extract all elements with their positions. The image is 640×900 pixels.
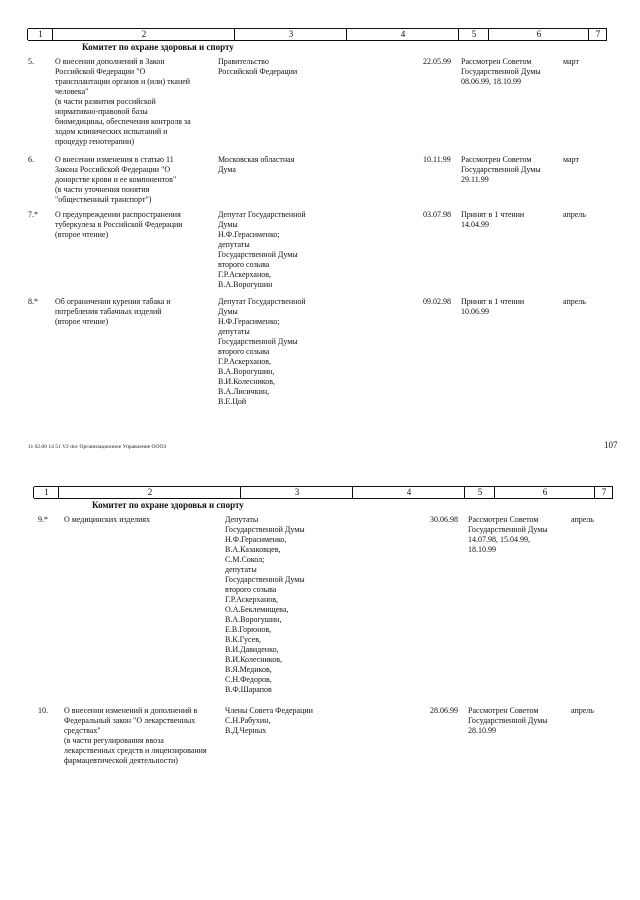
bill-date: 28.06.99 bbox=[430, 706, 458, 715]
bill-title: О внесении изменения в статью 11 Закона Российской Федерации "О донорстве крови и ее компонентов" (в части уточнения понятия "общественный транспорт") bbox=[55, 155, 177, 204]
bill-date: 30.06.98 bbox=[430, 515, 458, 524]
bill-status: Рассмотрен Советом Государственной Думы 28.10.99 bbox=[468, 706, 548, 735]
bill-title: О внесении дополнений в Закон Российской Федерации "О трансплантации органов и (или) тканей человека" (в части развития российской нормативно-правовой базы биомедицины, обеспечения контроля за ходом клинических испытаний и процедур генотерапии) bbox=[55, 57, 191, 146]
bill-date: 03.07.98 bbox=[423, 210, 451, 219]
bill-date: 10.11.99 bbox=[423, 155, 451, 164]
bill-initiator: Депутаты Государственной Думы Н.Ф.Герасименко, В.А.Казаковцев, С.М.Сокол; депутаты Государственной Думы второго созыва Г.Р.Аскерханов, О.А.Беклемищева, В.А.Ворогушин, Е.В.Горюнов, В.К.Гусев, В.И.Давиденко, В.И.Колесников, В.Я.Медиков, С.Н.Федоров, В.Ф.Шарапов bbox=[225, 515, 305, 694]
bill-month: апрель bbox=[571, 515, 594, 524]
column-header-row bbox=[34, 486, 613, 499]
column-number: 4 bbox=[346, 29, 459, 40]
column-number: 1 bbox=[27, 29, 53, 40]
page-footer: 11 02.00 14 51 V2 doc Организационное Управление ОООЗ bbox=[28, 444, 167, 450]
bill-status: Рассмотрен Советом Государственной Думы 29.11.99 bbox=[461, 155, 541, 184]
bill-month: март bbox=[563, 155, 579, 164]
bill-status: Рассмотрен Советом Государственной Думы 14.07.98, 15.04.99, 18.10.99 bbox=[468, 515, 548, 554]
row-number: 9.* bbox=[38, 515, 48, 524]
column-number: 6 bbox=[488, 29, 589, 40]
column-number: 3 bbox=[234, 29, 347, 40]
row-number: 6. bbox=[28, 155, 34, 164]
bill-status: Принят в 1 чтении 14.04.99 bbox=[461, 210, 525, 229]
bill-month: апрель bbox=[563, 210, 586, 219]
column-number: 2 bbox=[52, 29, 235, 40]
column-number: 7 bbox=[588, 29, 607, 40]
bill-month: март bbox=[563, 57, 579, 66]
bill-title: О предупреждении распространения туберкулеза в Российской Федерации (второе чтение) bbox=[55, 210, 183, 239]
column-number: 5 bbox=[458, 29, 489, 40]
bill-title: О внесении изменений и дополнений в Федеральный закон "О лекарственных средствах" (в части регулирования ввоза лекарственных средств и лицензирования фармацевтической деятельности) bbox=[64, 706, 207, 765]
row-number: 8.* bbox=[28, 297, 38, 306]
page-number: 107 bbox=[604, 440, 618, 450]
column-number: 2 bbox=[58, 487, 241, 498]
column-number: 7 bbox=[594, 487, 613, 498]
bill-date: 22.05.99 bbox=[423, 57, 451, 66]
bill-month: апрель bbox=[571, 706, 594, 715]
bill-title: Об ограничении курения табака и потребления табачных изделий (второе чтение) bbox=[55, 297, 171, 326]
column-number: 3 bbox=[240, 487, 353, 498]
bill-month: апрель bbox=[563, 297, 586, 306]
row-number: 7.* bbox=[28, 210, 38, 219]
row-number: 10. bbox=[38, 706, 48, 715]
bill-initiator: Депутат Государственной Думы Н.Ф.Герасименко; депутаты Государственной Думы второго созыва Г.Р.Аскерханов, В.А.Ворогушин bbox=[218, 210, 306, 289]
bill-title: О медицинских изделиях bbox=[64, 515, 151, 524]
bill-initiator: Московская областная Дума bbox=[218, 155, 295, 174]
bill-initiator: Депутат Государственной Думы Н.Ф.Герасименко; депутаты Государственной Думы второго созыва Г.Р.Аскерханов, В.А.Ворогушин, В.И.Колесников, В.А.Лисичкин, В.Е.Цой bbox=[218, 297, 306, 406]
bill-initiator: Правительство Российской Федерации bbox=[218, 57, 298, 76]
row-number: 5. bbox=[28, 57, 34, 66]
column-number: 6 bbox=[494, 487, 595, 498]
column-number: 1 bbox=[33, 487, 59, 498]
bill-status: Принят в 1 чтении 10.06.99 bbox=[461, 297, 525, 316]
committee-heading: Комитет по охране здоровья и спорту bbox=[82, 42, 234, 52]
column-number: 5 bbox=[464, 487, 495, 498]
bill-date: 09.02.98 bbox=[423, 297, 451, 306]
column-header-row bbox=[28, 28, 607, 41]
committee-heading: Комитет по охране здоровья и спорту bbox=[92, 500, 244, 510]
bill-initiator: Члены Совета Федерации С.Н.Рабухин, В.Д.Черных bbox=[225, 706, 313, 735]
bill-status: Рассмотрен Советом Государственной Думы 08.06.99, 18.10.99 bbox=[461, 57, 541, 86]
column-number: 4 bbox=[352, 487, 465, 498]
